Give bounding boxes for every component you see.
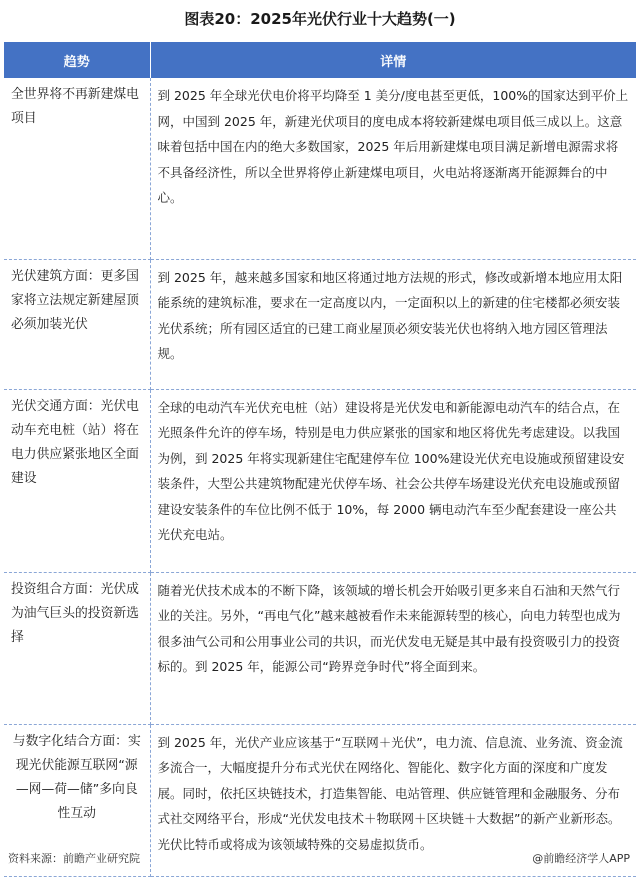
detail-cell: 全球的电动汽车光伏充电桩（站）建设将是光伏发电和新能源电动汽车的结合点，在光照条件允许的停车场，特别是电力供应紧张的国家和地区将优先考虑建设。以我国为例，到 2025 年将实现新建住宅配建停车位 100%建设光伏充电设施或预留建设安装条件，大型公共建筑物配建光伏停车场、社会公共停车场建设光伏充电设施或预留建设安装条件的车位比例不低于 10%，每 2000 辆电动汽车至少配套建设一座公共光伏充电站。 <box>150 389 636 572</box>
trend-cell: 光伏建筑方面：更多国家将立法规定新建屋顶必须加装光伏 <box>4 259 150 389</box>
header-detail: 详情 <box>150 42 636 78</box>
trend-cell: 与数字化结合方面：实现光伏能源互联网“源—网—荷—储”多向良性互动 <box>4 724 150 876</box>
table-row <box>4 572 636 724</box>
table-row <box>4 78 636 259</box>
table-header-row <box>4 42 636 78</box>
figure-title: 图表20：2025年光伏行业十大趋势(一) <box>184 10 456 28</box>
trend-cell: 光伏交通方面：光伏电动车充电桩（站）将在电力供应紧张地区全面建设 <box>4 389 150 572</box>
trend-cell: 全世界将不再新建煤电项目 <box>4 78 150 259</box>
credit-note: @前瞻经济学人APP <box>532 852 630 865</box>
header-trend: 趋势 <box>4 42 150 78</box>
detail-cell: 到 2025 年，越来越多国家和地区将通过地方法规的形式，修改或新增本地应用太阳能系统的建筑标准，要求在一定高度以内，一定面积以上的新建的住宅楼都必须安装光伏系统；所有园区适宜的已建工商业屋顶必须安装光伏也将纳入地方园区管理法规。 <box>150 259 636 389</box>
trends-table <box>4 42 636 877</box>
detail-cell: 随着光伏技术成本的不断下降，该领域的增长机会开始吸引更多来自石油和天然气行业的关注。另外，“再电气化”越来越被看作未来能源转型的核心，向电力转型也成为很多油气公司和公用事业公司的共识，而光伏发电无疑是其中最有投资吸引力的投资标的。到 2025 年，能源公司“跨界竞争时代”将全面到来。 <box>150 572 636 724</box>
detail-cell: 到 2025 年，光伏产业应该基于“互联网＋光伏”，电力流、信息流、业务流、资金流多流合一，大幅度提升分布式光伏在网络化、智能化、数字化方面的深度和广度发展。同时，依托区块链技术，打造集智能、电站管理、供应链管理和金融服务、分布式社交网络平台，形成“光伏发电技术＋物联网＋区块链＋大数据”的新产业新形态。光伏比特币或将成为该领域特殊的交易虚拟货币。 <box>150 724 636 876</box>
detail-cell: 到 2025 年全球光伏电价将平均降至 1 美分/度电甚至更低，100%的国家达到平价上网，中国到 2025 年，新建光伏项目的度电成本将较新建煤电项目低三成以上。这意味着包括中国在内的绝大多数国家，2025 年后用新建煤电项目满足新增电源需求将不具备经济性，所以全世界将停止新建煤电项目，火电站将逐渐离开能源舞台的中心。 <box>150 78 636 259</box>
trend-cell: 投资组合方面：光伏成为油气巨头的投资新选择 <box>4 572 150 724</box>
table-row <box>4 389 636 572</box>
source-note: 资料来源：前瞻产业研究院 <box>8 852 140 865</box>
table-row <box>4 259 636 389</box>
